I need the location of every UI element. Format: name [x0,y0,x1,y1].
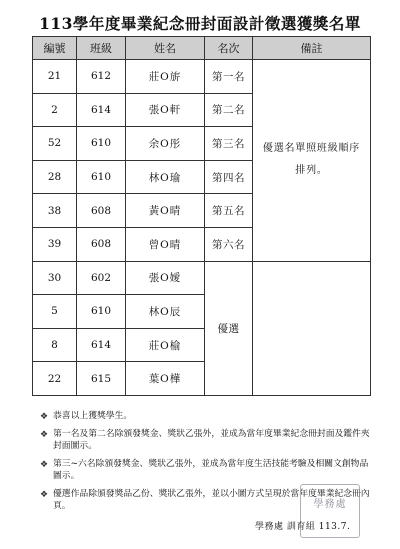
cell-rank: 第二名 [205,93,253,127]
cell-id: 5 [33,295,77,329]
cell-class: 610 [77,295,126,329]
cell-class: 610 [77,160,126,194]
cell-rank: 第六名 [205,227,253,261]
list-item [40,428,370,452]
cell-rank: 第一名 [205,60,253,94]
remark-text: 優選名單照班級順序排列。 [262,143,361,177]
cell-class: 614 [77,93,126,127]
remark-empty-cell [253,261,371,395]
cell-class: 610 [77,127,126,161]
cell-id: 28 [33,160,77,194]
list-item [40,410,370,422]
cell-name: 余O彤 [126,127,205,161]
header-id: 編號 [33,37,77,60]
cell-name: 曾O晴 [126,227,205,261]
note-text: 第三~六名除頒發獎金、獎狀乙張外，並成為當年度生活技能考驗及相關文創物品圖示。 [53,459,369,481]
list-item [40,458,370,482]
header-class: 班級 [77,37,126,60]
cell-class: 602 [77,261,126,295]
cell-class: 612 [77,60,126,94]
cell-name: 葉O樺 [126,362,205,396]
remark-cell [253,60,371,262]
table-header-row [33,37,371,60]
cell-class: 608 [77,227,126,261]
table-row [33,261,371,295]
header-rank: 名次 [205,37,253,60]
diamond-bullet-icon: ❖ [40,460,49,470]
note-text: 恭喜以上獲獎學生。 [53,411,133,421]
cell-id: 2 [33,93,77,127]
diamond-bullet-icon: ❖ [40,430,49,440]
cell-name: 林O瑜 [126,160,205,194]
cell-name: 莊O榆 [126,328,205,362]
cell-id: 52 [33,127,77,161]
cell-id: 22 [33,362,77,396]
header-name: 姓名 [126,37,205,60]
issuer-footer: 學務處 訓育組 113.7. [255,522,351,532]
header-remark: 備註 [253,37,371,60]
cell-class: 608 [77,194,126,228]
page-title: 113學年度畢業紀念冊封面設計徵選獲獎名單 [39,14,361,33]
cell-id: 21 [33,60,77,94]
cell-class: 614 [77,328,126,362]
diamond-bullet-icon: ❖ [40,412,49,422]
cell-class: 615 [77,362,126,396]
cell-name: 黃O晴 [126,194,205,228]
cell-rank: 第五名 [205,194,253,228]
cell-rank: 第三名 [205,127,253,161]
cell-name: 莊O旂 [126,60,205,94]
cell-id: 30 [33,261,77,295]
note-text: 優選作品除頒發獎品乙份、獎狀乙張外，並以小圖方式呈現於當年度畢業紀念冊內頁。 [53,489,370,511]
note-text: 第一名及第二名除頒發獎金、獎狀乙張外，並成為當年度畢業紀念冊封面及鑑件夾封面圖示。 [53,429,370,451]
seal-text: 學務處 [313,499,347,510]
table-row [33,60,371,94]
award-table [32,36,371,396]
cell-name: 林O辰 [126,295,205,329]
cell-id: 8 [33,328,77,362]
cell-id: 39 [33,227,77,261]
cell-name: 張O嬡 [126,261,205,295]
cell-rank: 第四名 [205,160,253,194]
diamond-bullet-icon: ❖ [40,490,49,500]
cell-id: 38 [33,194,77,228]
merit-cell: 優選 [205,261,253,395]
cell-name: 張O軒 [126,93,205,127]
